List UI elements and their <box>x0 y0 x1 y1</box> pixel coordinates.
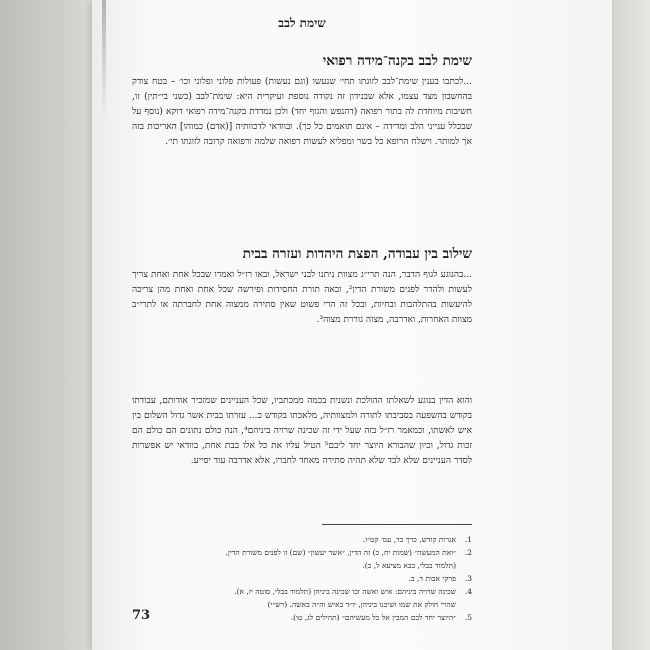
footnote-number: 5. <box>464 613 472 622</box>
footnote-4 <box>132 585 472 598</box>
section-2-paragraph-2: והוא הדין בנוגע לשאלתו ההולכת ונשנית בכמה ממכתביו, שכל העניינים שמזכיר אודותם, עבודתו בקודש בהשפעה בסביבתו לתורה ולמצוותיה, מלאכתו בקודש כ... עזרתו בבית אשר גדול השלום בין איש לאשתו, וכמאמר רז״ל בזה שעל ידי זה שכינה שרויה ביניהם⁴, הנה כולם נתונים הם כולם הם זכות גדול, וכיון שהבורא היוצר יחד ליבם⁵ הטיל עליו את כל אלו בבת אחת, בוודאי יש אפשרות לסדר העניינים שלא לבד שלא תהיה סתירה מאחד לחברו, אלא אדרבה עוד יסייע. <box>132 396 472 466</box>
footnote-text: (תלמוד בבלי, בבא מציעא ל, ב). <box>362 561 456 570</box>
footnote-number: 2. <box>464 548 472 557</box>
section-heading-2: שילוב בין עבודה, הפצת היהדות ועזרה בבית <box>242 246 472 262</box>
footnote-2 <box>132 546 472 559</box>
footnote-number: 4. <box>464 587 472 596</box>
footnote-number: 3. <box>464 574 472 583</box>
section-2-paragraph-1: ...בהנוגע לגוף הדבר, הנה תרי״ג מצוות ניתנו לבני ישראל, ובאו רז״ל ואמרו שבכל אחת ואחת צריך לעשות ולהדר לפנים משורת הדין², ובאה תורת החסידות ופירשה שכל אחת ואחת מהן צריכה להיעשות בהתלהבות ובחיות, ובכל זה הרי פשוט שאין סתירה ממצוה אחת לחברתה או לתרי״ב מצוות האחרות, ואדרבה, מצוה גוררת מצוה³. <box>132 270 472 325</box>
footnote-3 <box>132 572 472 585</box>
page-number: 73 <box>132 608 151 623</box>
book-page <box>92 0 612 650</box>
background-right <box>612 0 650 650</box>
footnote-number <box>462 598 472 611</box>
footnotes <box>132 533 472 624</box>
footnote-5 <box>132 611 472 624</box>
running-head: שימת לבב <box>278 16 326 30</box>
section-gap <box>132 235 472 245</box>
footnote-divider <box>322 524 472 525</box>
section-heading-1: שימת לבב בקנה־מידה רפואי <box>322 53 472 69</box>
footnote-text: פרקי אבות ד, ב. <box>408 574 456 583</box>
footnote-2-continued <box>132 559 472 572</box>
footnote-number <box>462 559 472 572</box>
footnote-text: שכינה שרויה ביניהם: איש ואשה זכו שכינה ביניהן (תלמוד בבלי, סוטה יז, א). <box>234 587 456 596</box>
page-crease <box>102 0 106 120</box>
footnote-text: ״היוצר יחד לבם המבין אל כל מעשיהם״ (תהילים לג, טו). <box>290 613 456 622</box>
footnote-text: ״ואת המעשה״ (שמות יח, כ) זה הדין, ״אשר יעשון״ (שם) זו לפנים משורת הדין. <box>225 548 456 557</box>
footnote-text: שהרי חולק את שמו ושיכנו ביניהן, יו״ד באיש וה״ה באשה. (רש״י) <box>267 600 456 609</box>
page-content <box>132 10 472 630</box>
footnote-4-continued <box>132 598 472 611</box>
section-1-paragraph: ...לכתבו בענין שימת־לבב לזוגתו תחי׳ שנעשו (וגם נעשות) פעולות פלוני ופלוני וכו׳ – בטח צודק בהחשבון מצד עצמו, אלא שבנידון זה נקודה נוספת ועיקרית היא: שימת־לבב (בשני בי״תין) זו, חשיבות מיוחדת לה בתור רפואה (דהנפש והגוף יחד) ולכן נמדדת בקנה־מידה רפואי דוקא (נוסף על שבכלל ענייני הלב ומדידה – אינם תואמים כל כך). ובוודאי לדכוותיה [(אדם) כמוהו] האריכות בזה אך למותר. וישלח הרופא כל בשר ומפליא לעשות רפואה שלמה ורפואה קרובה לזוגתו תי׳. <box>132 77 472 147</box>
footnote-1 <box>132 533 472 546</box>
footnote-number: 1. <box>464 535 472 544</box>
footnote-text: אגרות קודש, כרך כד, עמ׳ קט״ו. <box>362 535 456 544</box>
